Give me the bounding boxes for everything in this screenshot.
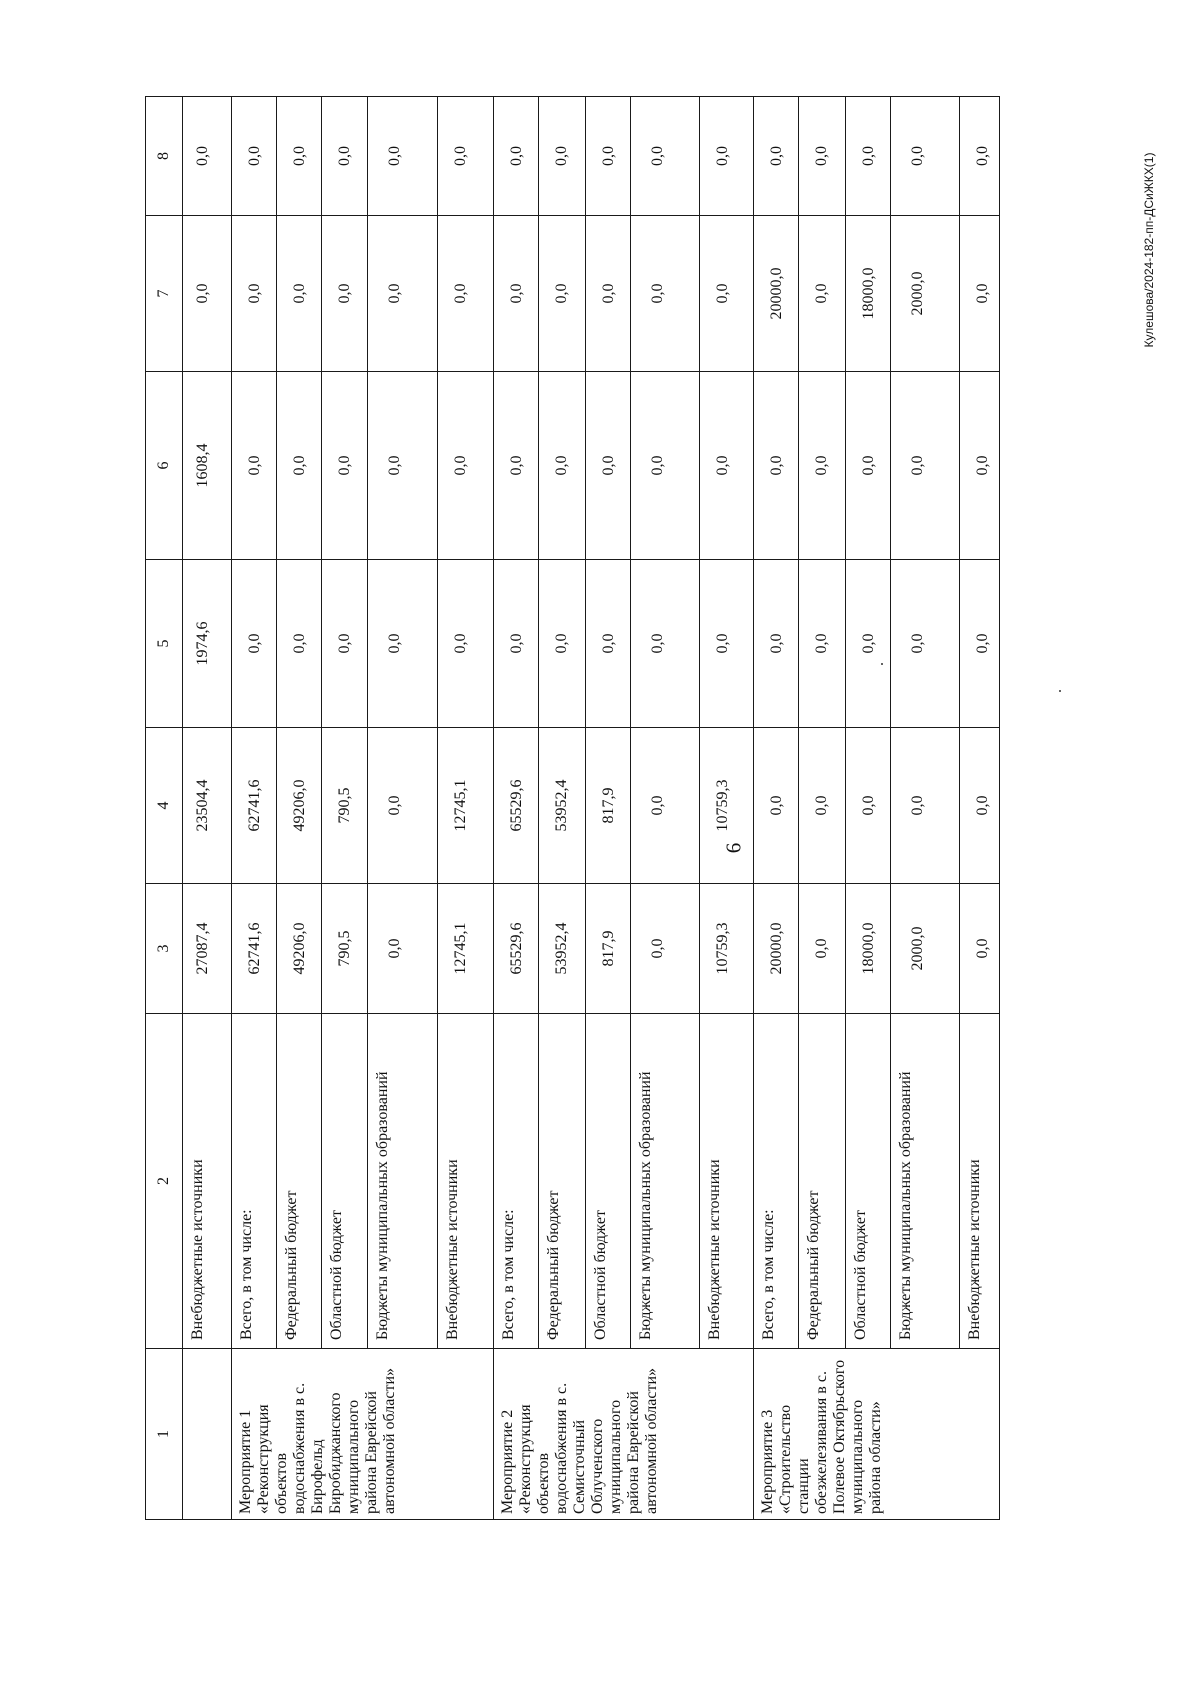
amount-cell: 0,0 <box>891 372 960 560</box>
amount-cell: 0,0 <box>799 216 846 372</box>
table-row <box>493 97 538 1520</box>
amount-cell: 0,0 <box>891 560 960 728</box>
amount-cell: 0,0 <box>799 372 846 560</box>
amount-cell: 0,0 <box>322 560 368 728</box>
amount-cell: 0,0 <box>846 728 891 884</box>
amount-cell: 0,0 <box>493 372 538 560</box>
column-number-row <box>146 97 183 1520</box>
table-row <box>754 97 799 1520</box>
amount-cell: 0,0 <box>799 97 846 216</box>
amount-cell: 0,0 <box>277 372 322 560</box>
amount-cell: 0,0 <box>891 97 960 216</box>
amount-cell: 0,0 <box>699 216 753 372</box>
table-row <box>630 97 699 1520</box>
table-row <box>438 97 494 1520</box>
amount-cell: 20000,0 <box>754 216 799 372</box>
amount-cell: 0,0 <box>368 884 438 1014</box>
amount-cell: 0,0 <box>493 216 538 372</box>
amount-cell: 0,0 <box>438 216 494 372</box>
amount-cell: 0,0 <box>799 884 846 1014</box>
amount-cell: 49206,0 <box>277 884 322 1014</box>
measure-name: Мероприятие 2 «Реконструкция объектов водоснабжения в с. Семисточный Облученского муниципального района Еврейской автономной области» <box>493 1349 753 1520</box>
amount-cell: 0,0 <box>232 560 277 728</box>
table-row <box>799 97 846 1520</box>
amount-cell: 1974,6 <box>183 560 232 728</box>
column-number: 7 <box>146 216 183 372</box>
funding-source: Федеральный бюджет <box>799 1014 846 1349</box>
amount-cell: 0,0 <box>960 728 1000 884</box>
amount-cell: 0,0 <box>277 97 322 216</box>
funding-source: Внебюджетные источники <box>699 1014 753 1349</box>
measure-name: Мероприятие 1 «Реконструкция объектов водоснабжения в с. Бирофельд Биробиджанского муниципального района Еврейской автономной области» <box>232 1349 494 1520</box>
amount-cell: 0,0 <box>754 560 799 728</box>
financing-table <box>145 96 1000 1520</box>
amount-cell: 0,0 <box>754 372 799 560</box>
column-number: 8 <box>146 97 183 216</box>
amount-cell: 0,0 <box>699 560 753 728</box>
amount-cell: 0,0 <box>438 97 494 216</box>
amount-cell: 0,0 <box>960 560 1000 728</box>
amount-cell: 0,0 <box>585 372 630 560</box>
funding-source: Внебюджетные источники <box>960 1014 1000 1349</box>
amount-cell: 0,0 <box>630 216 699 372</box>
amount-cell: 0,0 <box>630 728 699 884</box>
table-row <box>891 97 960 1520</box>
measure-name: Мероприятие 3 «Строительство станции обезжелезивания в с. Полевое Октябрьского муниципального района области» <box>754 1349 1000 1520</box>
financing-table-rotated <box>145 97 1000 1520</box>
amount-cell: 2000,0 <box>891 884 960 1014</box>
amount-cell: 12745,1 <box>438 884 494 1014</box>
amount-cell: 0,0 <box>799 560 846 728</box>
amount-cell: 0,0 <box>960 216 1000 372</box>
column-number: 6 <box>146 372 183 560</box>
amount-cell: 2000,0 <box>891 216 960 372</box>
amount-cell: 0,0 <box>754 728 799 884</box>
funding-source: Внебюджетные источники <box>183 1014 232 1349</box>
funding-source: Внебюджетные источники <box>438 1014 494 1349</box>
amount-cell: 0,0 <box>368 728 438 884</box>
amount-cell: 49206,0 <box>277 728 322 884</box>
amount-cell: 27087,4 <box>183 884 232 1014</box>
funding-source: Бюджеты муниципальных образований <box>630 1014 699 1349</box>
table-row <box>322 97 368 1520</box>
amount-cell: 18000,0 <box>846 884 891 1014</box>
amount-cell: 62741,6 <box>232 728 277 884</box>
amount-cell: 0,0 <box>960 372 1000 560</box>
amount-cell: 0,0 <box>754 97 799 216</box>
page-number: 6 <box>721 842 746 854</box>
amount-cell: 790,5 <box>322 728 368 884</box>
funding-source: Всего, в том числе: <box>754 1014 799 1349</box>
measure-name-cell <box>183 1349 232 1520</box>
table-row <box>368 97 438 1520</box>
amount-cell: 0,0 <box>183 216 232 372</box>
amount-cell: 0,0 <box>630 560 699 728</box>
amount-cell: 0,0 <box>183 97 232 216</box>
funding-source: Федеральный бюджет <box>538 1014 585 1349</box>
amount-cell: 0,0 <box>277 560 322 728</box>
amount-cell: 62741,6 <box>232 884 277 1014</box>
amount-cell: 0,0 <box>322 372 368 560</box>
column-number: 1 <box>146 1349 183 1520</box>
amount-cell: 0,0 <box>438 372 494 560</box>
amount-cell: 817,9 <box>585 884 630 1014</box>
amount-cell: 0,0 <box>585 560 630 728</box>
funding-source: Областной бюджет <box>585 1014 630 1349</box>
column-number: 4 <box>146 728 183 884</box>
funding-source: Областной бюджет <box>846 1014 891 1349</box>
table-row <box>538 97 585 1520</box>
funding-source: Всего, в том числе: <box>493 1014 538 1349</box>
amount-cell: 0,0 <box>438 560 494 728</box>
amount-cell: 23504,4 <box>183 728 232 884</box>
scan-speck <box>1059 690 1061 692</box>
amount-cell: 790,5 <box>322 884 368 1014</box>
amount-cell: 0,0 <box>493 560 538 728</box>
table-row <box>232 97 277 1520</box>
table-row <box>846 97 891 1520</box>
funding-source: Бюджеты муниципальных образований <box>891 1014 960 1349</box>
amount-cell: 1608,4 <box>183 372 232 560</box>
amount-cell: 0,0 <box>799 728 846 884</box>
amount-cell: 0,0 <box>891 728 960 884</box>
amount-cell: 0,0 <box>322 216 368 372</box>
amount-cell: 0,0 <box>585 216 630 372</box>
amount-cell: 0,0 <box>322 97 368 216</box>
amount-cell: 0,0 <box>699 97 753 216</box>
table-row <box>183 97 232 1520</box>
amount-cell: 0,0 <box>232 372 277 560</box>
funding-source: Бюджеты муниципальных образований <box>368 1014 438 1349</box>
amount-cell: 0,0 <box>846 97 891 216</box>
amount-cell: 0,0 <box>277 216 322 372</box>
amount-cell: 0,0 <box>538 372 585 560</box>
column-number: 5 <box>146 560 183 728</box>
amount-cell: 0,0 <box>960 884 1000 1014</box>
column-number: 3 <box>146 884 183 1014</box>
amount-cell: 65529,6 <box>493 728 538 884</box>
amount-cell: 65529,6 <box>493 884 538 1014</box>
amount-cell: 0,0 <box>493 97 538 216</box>
funding-source: Всего, в том числе: <box>232 1014 277 1349</box>
amount-cell: 12745,1 <box>438 728 494 884</box>
table-row <box>585 97 630 1520</box>
amount-cell: 0,0 <box>368 216 438 372</box>
amount-cell: 0,0 <box>538 216 585 372</box>
funding-source: Областной бюджет <box>322 1014 368 1349</box>
table-row <box>277 97 322 1520</box>
amount-cell: 20000,0 <box>754 884 799 1014</box>
amount-cell: 0,0 <box>538 97 585 216</box>
amount-cell: 10759,3 <box>699 884 753 1014</box>
amount-cell: 0,0 <box>368 560 438 728</box>
amount-cell: 817,9 <box>585 728 630 884</box>
amount-cell: 0,0 <box>846 560 891 728</box>
amount-cell: 10759,3 <box>699 728 753 884</box>
amount-cell: 18000,0 <box>846 216 891 372</box>
table-row <box>699 97 753 1520</box>
amount-cell: 0,0 <box>846 372 891 560</box>
amount-cell: 0,0 <box>368 97 438 216</box>
amount-cell: 0,0 <box>585 97 630 216</box>
amount-cell: 0,0 <box>630 97 699 216</box>
document-registration-code: Кулешова/2024-182-пп-ДСиЖКХ(1) <box>1142 152 1156 348</box>
amount-cell: 0,0 <box>368 372 438 560</box>
amount-cell: 0,0 <box>699 372 753 560</box>
amount-cell: 0,0 <box>232 97 277 216</box>
funding-source: Федеральный бюджет <box>277 1014 322 1349</box>
amount-cell: 0,0 <box>960 97 1000 216</box>
amount-cell: 53952,4 <box>538 884 585 1014</box>
amount-cell: 0,0 <box>232 216 277 372</box>
amount-cell: 53952,4 <box>538 728 585 884</box>
table-row <box>960 97 1000 1520</box>
amount-cell: 0,0 <box>538 560 585 728</box>
column-number: 2 <box>146 1014 183 1349</box>
amount-cell: 0,0 <box>630 884 699 1014</box>
amount-cell: 0,0 <box>630 372 699 560</box>
